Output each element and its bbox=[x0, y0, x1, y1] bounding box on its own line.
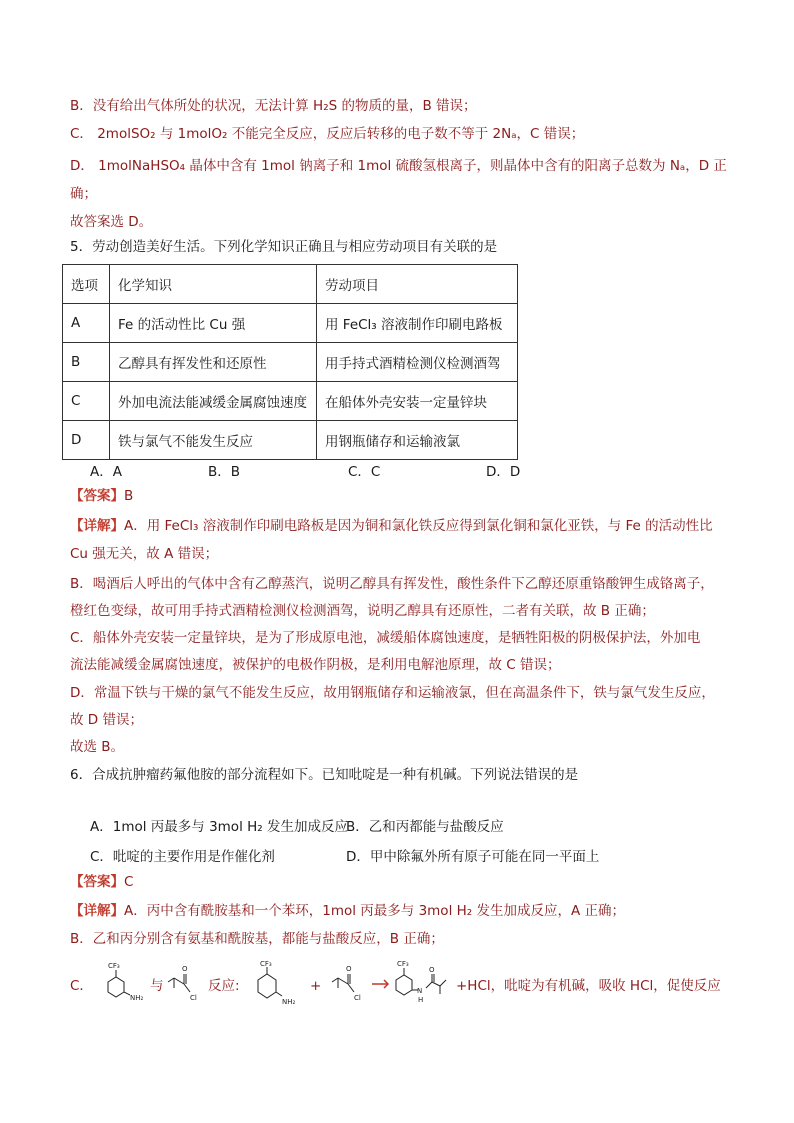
table-cell: C bbox=[63, 382, 110, 421]
answer-tag: 【答案】 bbox=[70, 874, 124, 890]
table-header-cell: 劳动项目 bbox=[317, 265, 518, 304]
prev-option-c: C． 2molSO₂ 与 1molO₂ 不能完全反应，反应后转移的电子数不等于 2Nₐ，C 错误； bbox=[70, 126, 585, 142]
table-cell: Fe 的活动性比 Cu 强 bbox=[110, 304, 317, 343]
q5-choice-a: A．A bbox=[90, 464, 122, 480]
q5-detail-line: 故选 B。 bbox=[70, 739, 125, 755]
q5-table bbox=[62, 264, 518, 460]
q5-choice-b: B．B bbox=[208, 464, 241, 480]
detail-text: A．丙中含有酰胺基和一个苯环，1mol 丙最多与 3mol H₂ 发生加成反应，A 正确； bbox=[124, 903, 625, 919]
plus-sign: + bbox=[310, 978, 322, 994]
chlorine-label: Cl bbox=[190, 994, 197, 1002]
nh2-label: NH₂ bbox=[130, 994, 144, 1002]
q6-choice-c: C．吡啶的主要作用是作催化剂 bbox=[90, 849, 275, 865]
q5-stem: 5．劳动创造美好生活。下列化学知识正确且与相应劳动项目有关联的是 bbox=[70, 239, 498, 255]
nh2-label: NH₂ bbox=[282, 998, 296, 1006]
answer-value: B bbox=[124, 488, 134, 504]
table-row bbox=[63, 421, 518, 460]
table-cell: A bbox=[63, 304, 110, 343]
detail-c-suffix: +HCl，吡啶为有机碱，吸收 HCl，促使反应 bbox=[456, 978, 721, 994]
oxygen-label: O bbox=[429, 966, 435, 974]
q5-detail-line: 故 D 错误； bbox=[70, 712, 143, 728]
q5-detail-line: Cu 强无关，故 A 错误； bbox=[70, 546, 219, 562]
table-cell: B bbox=[63, 343, 110, 382]
cf3-label: CF₃ bbox=[108, 962, 120, 970]
prev-option-d-line2: 确； bbox=[70, 186, 97, 202]
q5-detail-line: 橙红色变绿，故可用手持式酒精检测仪检测酒驾，说明乙醇具有还原性，二者有关联，故 B 正确； bbox=[70, 603, 655, 619]
detail-tag: 【详解】 bbox=[70, 903, 124, 919]
detail-c-prefix: C． bbox=[70, 978, 93, 994]
prev-option-b: B．没有给出气体所处的状况，无法计算 H₂S 的物质的量，B 错误； bbox=[70, 98, 477, 114]
detail-text: A．用 FeCl₃ 溶液制作印刷电路板是因为铜和氯化铁反应得到氯化铜和氯化亚铁，与 Fe 的活动性比 bbox=[124, 518, 713, 534]
q5-detail-line: D．常温下铁与干燥的氯气不能发生反应，故用钢瓶储存和运输液氯，但在高温条件下，铁与氯气发生反应， bbox=[70, 685, 715, 701]
table-row bbox=[63, 304, 518, 343]
q5-detail-line: 流法能减缓金属腐蚀速度，被保护的电极作阴极，是利用电解池原理，故 C 错误； bbox=[70, 657, 561, 673]
q6-choice-a: A．1mol 丙最多与 3mol H₂ 发生加成反应 bbox=[90, 819, 348, 835]
q6-choice-d: D．甲中除氟外所有原子可能在同一平面上 bbox=[346, 849, 600, 865]
q6-detail-line: B．乙和丙分别含有氨基和酰胺基，都能与盐酸反应，B 正确； bbox=[70, 931, 444, 947]
table-cell: 在船体外壳安装一定量锌块 bbox=[317, 382, 518, 421]
table-cell: 用手持式酒精检测仪检测酒驾 bbox=[317, 343, 518, 382]
table-row bbox=[63, 382, 518, 421]
detail-c-with: 与 bbox=[150, 978, 164, 994]
acyl-chloride-structure-2 bbox=[332, 974, 354, 992]
nitrogen-label: N bbox=[417, 987, 423, 995]
q5-detail-line: C．船体外壳安装一定量锌块，是为了形成原电池，减缓船体腐蚀速度，是牺牲阳极的阴极保护法，外加电 bbox=[70, 630, 701, 646]
prev-option-d-line1: D． 1molNaHSO₄ 晶体中含有 1mol 钠离子和 1mol 硫酸氢根离子，则晶体中含有的阳离子总数为 Nₐ，D 正 bbox=[70, 158, 727, 174]
table-header-cell: 化学知识 bbox=[110, 265, 317, 304]
reaction-arrow-icon bbox=[372, 980, 388, 988]
table-cell: 铁与氯气不能发生反应 bbox=[110, 421, 317, 460]
answer-tag: 【答案】 bbox=[70, 488, 124, 504]
table-cell: 用 FeCl₃ 溶液制作印刷电路板 bbox=[317, 304, 518, 343]
reaction-scheme bbox=[70, 960, 730, 1010]
table-cell: 乙醇具有挥发性和还原性 bbox=[110, 343, 317, 382]
cf3-label: CF₃ bbox=[397, 960, 409, 968]
oxygen-label: O bbox=[182, 965, 188, 973]
table-header-row bbox=[63, 265, 518, 304]
q5-detail-line: B．喝酒后人呼出的气体中含有乙醇蒸汽，说明乙醇具有挥发性，酸性条件下乙醇还原重铬酸钾生成铬离子， bbox=[70, 576, 714, 592]
q5-choice-c: C．C bbox=[348, 464, 381, 480]
oxygen-label: O bbox=[346, 965, 352, 973]
table-header-cell: 选项 bbox=[63, 265, 110, 304]
table-row bbox=[63, 343, 518, 382]
hydrogen-label: H bbox=[418, 996, 424, 1004]
chlorine-label: Cl bbox=[354, 994, 361, 1002]
q5-detail-line bbox=[70, 516, 713, 536]
cf3-label: CF₃ bbox=[260, 960, 272, 968]
acyl-chloride-structure-1 bbox=[168, 974, 190, 992]
table-cell: 外加电流法能减缓金属腐蚀速度 bbox=[110, 382, 317, 421]
q5-answer bbox=[70, 486, 133, 506]
table-cell: 用钢瓶储存和运输液氯 bbox=[317, 421, 518, 460]
q6-detail-line bbox=[70, 901, 625, 921]
answer-value: C bbox=[124, 874, 134, 890]
q5-choice-d: D．D bbox=[486, 464, 521, 480]
q6-choice-b: B．乙和丙都能与盐酸反应 bbox=[346, 819, 504, 835]
table-cell: D bbox=[63, 421, 110, 460]
aniline-structure-1 bbox=[108, 970, 130, 997]
prev-final: 故答案选 D。 bbox=[70, 214, 153, 230]
q6-stem: 6．合成抗肿瘤药氟他胺的部分流程如下。已知吡啶是一种有机碱。下列说法错误的是 bbox=[70, 767, 579, 783]
q6-answer bbox=[70, 872, 133, 892]
aniline-structure-2 bbox=[258, 967, 282, 998]
detail-tag: 【详解】 bbox=[70, 518, 124, 534]
detail-c-react: 反应: bbox=[208, 978, 240, 994]
